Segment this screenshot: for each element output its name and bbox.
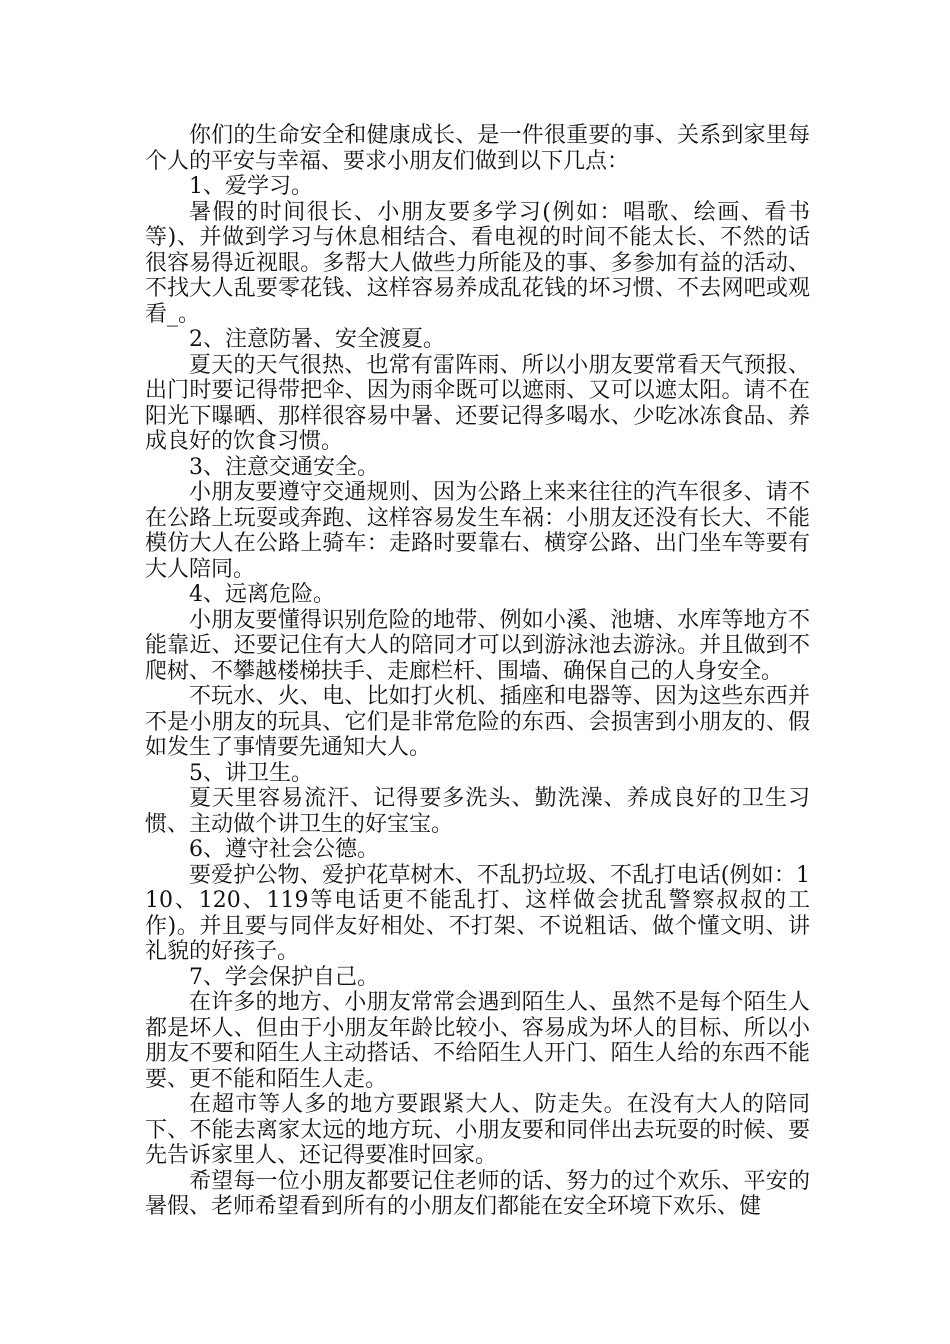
heading-self-protection: 7、学会保护自己。 bbox=[189, 964, 379, 990]
paragraph-public-morality: 要爱护公物、爱护花草树木、不乱扔垃圾、不乱打电话(例如：110、120、119等电话更不能乱打、这样做会扰乱警察叔叔的工作)。并且要与同伴友好相处、不打架、不说粗话、做个懂文明、讲礼貌的好孩子。 bbox=[145, 862, 810, 964]
document-body bbox=[145, 123, 810, 1220]
paragraph-strangers: 在许多的地方、小朋友常常会遇到陌生人、虽然不是每个陌生人都是坏人、但由于小朋友年龄比较小、容易成为坏人的目标、所以小朋友不要和陌生人主动搭话、不给陌生人开门、陌生人给的东西不能要、更不能和陌生人走。 bbox=[145, 990, 810, 1092]
paragraph-study: 暑假的时间很长、小朋友要多学习(例如：唱歌、绘画、看书等)、并做到学习与休息相结合、看电视的时间不能太长、不然的话很容易得近视眼。多帮大人做些力所能及的事、多参加有益的活动、不找大人乱要零花钱、这样容易养成乱花钱的坏习惯、不去网吧或观看_。 bbox=[145, 199, 810, 327]
paragraph-avoid-danger: 小朋友要懂得识别危险的地带、例如小溪、池塘、水库等地方不能靠近、还要记住有大人的陪同才可以到游泳池去游泳。并且做到不爬树、不攀越楼梯扶手、走廊栏杆、围墙、确保自己的人身安全。 bbox=[145, 607, 810, 684]
heading-avoid-danger: 4、远离危险。 bbox=[189, 582, 335, 607]
heading-summer-heat: 2、注意防暑、安全渡夏。 bbox=[189, 327, 445, 352]
paragraph-summer-heat: 夏天的天气很热、也常有雷阵雨、所以小朋友要常看天气预报、出门时要记得带把伞、因为雨伞既可以遮雨、又可以遮太阳。请不在阳光下曝晒、那样很容易中暑、还要记得多喝水、少吃冰冻食品、养成良好的饮食习惯。 bbox=[145, 352, 810, 454]
heading-traffic-safety: 3、注意交通安全。 bbox=[189, 454, 379, 480]
heading-public-morality: 6、遵守社会公德。 bbox=[189, 837, 379, 862]
heading-study: 1、爱学习。 bbox=[189, 174, 313, 199]
paragraph-hygiene: 夏天里容易流汗、记得要多洗头、勤洗澡、养成良好的卫生习惯、主动做个讲卫生的好宝宝。 bbox=[145, 786, 810, 837]
paragraph-closing: 希望每一位小朋友都要记住老师的话、努力的过个欢乐、平安的暑假、老师希望看到所有的小朋友们都能在安全环境下欢乐、健 bbox=[145, 1168, 810, 1219]
paragraph-intro: 你们的生命安全和健康成长、是一件很重要的事、关系到家里每个人的平安与幸福、要求小朋友们做到以下几点： bbox=[145, 123, 810, 174]
paragraph-crowded-places: 在超市等人多的地方要跟紧大人、防走失。在没有大人的陪同下、不能去离家太远的地方玩、小朋友要和同伴出去玩耍的时候、要先告诉家里人、还记得要准时回家。 bbox=[145, 1092, 810, 1168]
paragraph-traffic-safety: 小朋友要遵守交通规则、因为公路上来来往往的汽车很多、请不在公路上玩耍或奔跑、这样容易发生车祸：小朋友还没有长大、不能模仿大人在公路上骑车：走路时要靠右、横穿公路、出门坐车等要有大人陪同。 bbox=[145, 480, 810, 582]
paragraph-water-fire-electricity: 不玩水、火、电、比如打火机、插座和电器等、因为这些东西并不是小朋友的玩具、它们是非常危险的东西、会损害到小朋友的、假如发生了事情要先通知大人。 bbox=[145, 684, 810, 760]
heading-hygiene: 5、讲卫生。 bbox=[189, 760, 313, 786]
